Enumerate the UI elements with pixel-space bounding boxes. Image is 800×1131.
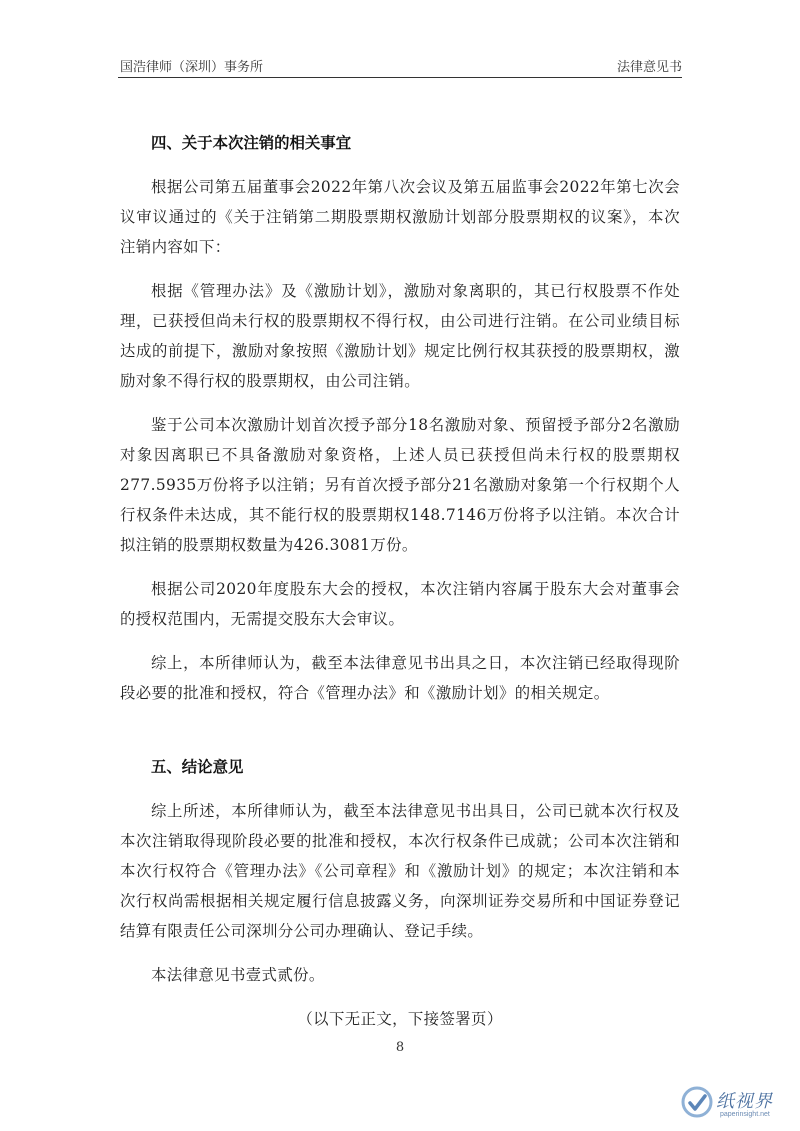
watermark-text: 纸视界 xyxy=(716,1091,773,1112)
section-4-paragraph-5: 综上，本所律师认为，截至本法律意见书出具之日，本次注销已经取得现阶段必要的批准和授权，符合《管理办法》和《激励计划》的相关规定。 xyxy=(120,654,680,702)
document-body xyxy=(120,128,680,1034)
header-firm-name: 国浩律师（深圳）事务所 xyxy=(120,60,264,75)
header-doc-type: 法律意见书 xyxy=(616,60,682,75)
paperinsight-logo-icon xyxy=(680,1085,714,1119)
section-5-paragraph-1: 综上所述，本所律师认为，截至本法律意见书出具日，公司已就本次行权及本次注销取得现阶段必要的批准和授权，本次行权条件已成就；公司本次注销和本次行权符合《管理办法》《公司章程》和《激励计划》的规定；本次注销和本次行权尚需根据相关规定履行信息披露义务，向深圳证券交易所和中国证券登记结算有限责任公司深圳分公司办理确认、登记手续。 xyxy=(120,802,680,940)
section-4-paragraph-1: 根据公司第五届董事会2022年第八次会议及第五届监事会2022年第七次会议审议通过的《关于注销第二期股票期权激励计划部分股票期权的议案》，本次注销内容如下： xyxy=(120,178,680,256)
watermark xyxy=(680,1085,790,1123)
header-divider xyxy=(118,77,682,78)
section-4-paragraph-2: 根据《管理办法》及《激励计划》，激励对象离职的，其已行权股票不作处理，已获授但尚未行权的股票期权不得行权，由公司进行注销。在公司业绩目标达成的前提下，激励对象按照《激励计划》规定比例行权其获授的股票期权，激励对象不得行权的股票期权，由公司注销。 xyxy=(120,282,680,390)
section-5-paragraph-2: 本法律意见书壹式贰份。 xyxy=(151,966,325,984)
closing-note: （以下无正文，下接签署页） xyxy=(297,1010,503,1028)
section-5-heading: 五、结论意见 xyxy=(151,758,244,776)
page-number: 8 xyxy=(395,1040,405,1055)
watermark-url: paperinsight.net xyxy=(720,1111,770,1118)
section-4-heading: 四、关于本次注销的相关事宜 xyxy=(151,134,352,152)
section-4-paragraph-4: 根据公司2020年度股东大会的授权，本次注销内容属于股东大会对董事会的授权范围内，无需提交股东大会审议。 xyxy=(120,580,680,628)
section-4-paragraph-3: 鉴于公司本次激励计划首次授予部分18名激励对象、预留授予部分2名激励对象因离职已不具备激励对象资格，上述人员已获授但尚未行权的股票期权277.5935万份将予以注销；另有首次授予部分21名激励对象第一个行权期个人行权条件未达成，其不能行权的股票期权148.7146万份将予以注销。本次合计拟注销的股票期权数量为426.3081万份。 xyxy=(120,416,680,554)
